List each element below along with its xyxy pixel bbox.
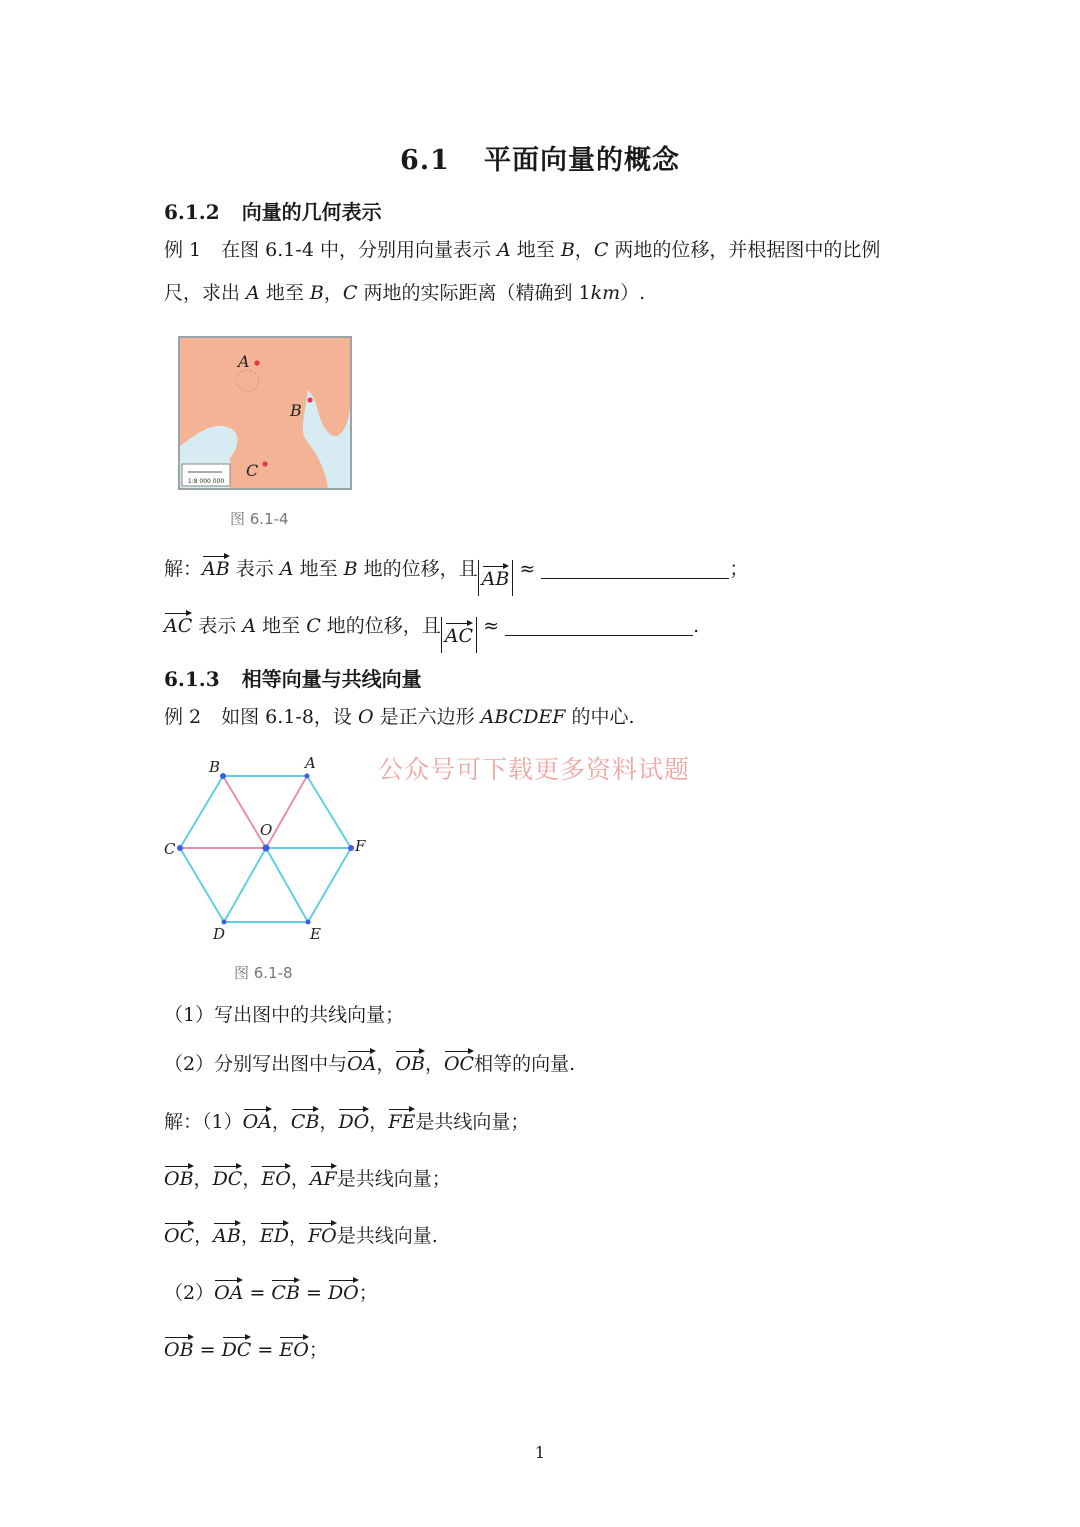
point-A: A [242,615,257,637]
text: 是共线向量. [336,1225,438,1247]
text: ， [194,1225,214,1247]
vector-OA: OA [243,1107,272,1132]
hexagon-name: ABCDEF [480,706,566,728]
equals-sign: = [249,1282,266,1304]
point-C: C [342,282,358,304]
example-2-line [164,703,635,731]
equals-sign: = [257,1339,274,1361]
example-1-line-1 [164,236,880,264]
point-B: B [309,282,324,304]
page-title [0,138,1080,177]
point-C: C [593,239,609,261]
question-2 [164,1049,575,1078]
text: 地的位移，且 [357,558,478,580]
label-E: E [310,925,321,943]
point-A: A [246,282,260,304]
vector-EO: EO [279,1335,308,1360]
text: 是共线向量； [336,1168,451,1190]
answer-1-line-2 [164,1164,451,1193]
text: ； [358,1282,378,1304]
vector-OB: OB [164,1164,194,1189]
point-C-marker [262,461,267,466]
label-F: F [355,837,366,855]
text: （2）分别写出图中与 [164,1053,348,1075]
map-scale-label: 1:8 000 000 [187,478,225,485]
figure-caption-6-1-4: 图 6.1-4 [230,510,289,528]
text: ， [242,1168,262,1190]
page-number: 1 [534,1443,546,1462]
answer-1-line-3 [164,1221,438,1250]
vector-AB: AB [202,554,230,579]
figure-caption-6-1-8: 图 6.1-8 [234,964,293,982]
text: 地的位移，且 [320,615,441,637]
section-title: 相等向量与共线向量 [241,667,422,691]
text: 两地的实际距离（精确到 1 [357,282,591,304]
hexagon-figure [160,752,372,948]
section-number: 6.1.2 [164,200,220,224]
example-label: 例 1 [164,239,202,261]
equals-sign: = [305,1282,322,1304]
title-text: 平面向量的概念 [483,145,680,176]
text: ， [376,1053,396,1075]
text: ， [323,282,343,304]
unit-km: km [590,282,621,304]
vector-AB: AB [213,1221,241,1246]
abs-AB [478,560,514,596]
example-label: 例 2 [164,706,202,728]
vector-AC: AC [445,621,473,646]
point-A: A [497,239,511,261]
text: ， [240,1225,260,1247]
abs-AC [441,617,477,653]
text: 尺，求出 [164,282,247,304]
title-number: 6.1 [400,145,450,176]
text: ， [319,1111,339,1133]
map-label-A: A [238,352,250,371]
text: ， [271,1111,291,1133]
point-O: O [357,706,374,728]
text: 表示 [229,558,280,580]
vector-EO: EO [261,1164,290,1189]
point-B: B [560,239,575,261]
answer-1-line-1 [164,1107,529,1136]
map-label-B: B [290,401,302,420]
text: ， [574,239,594,261]
text: 的中心. [565,706,635,728]
label-B: B [209,758,221,776]
vector-ED: ED [260,1221,289,1246]
question-1: （1）写出图中的共线向量； [164,1004,405,1026]
text: 在图 6.1-4 中，分别用向量表示 [221,239,497,261]
text: 地至 [259,282,310,304]
text: ， [369,1111,389,1133]
vector-AC: AC [164,611,192,636]
point-A: A [279,558,294,580]
vector-DO: DO [328,1278,359,1303]
text: ， [288,1225,308,1247]
label-C: C [164,840,176,858]
answer-2-line-1 [164,1278,378,1307]
point-A-marker [254,360,259,365]
text: 地至 [293,558,344,580]
answer-2-line-2 [164,1335,328,1364]
text: 两地的位移，并根据图中的比例 [608,239,881,261]
vector-OC: OC [164,1221,194,1246]
vector-OC: OC [444,1049,474,1074]
text: ， [193,1168,213,1190]
point-B-marker [307,397,312,402]
watermark: 公众号可下载更多资料试题 [378,755,691,784]
text: 是共线向量； [415,1111,530,1133]
vector-OA: OA [214,1278,243,1303]
vector-DO: DO [338,1107,369,1132]
map-figure [178,336,354,492]
label-D: D [213,925,226,943]
label-O: O [260,821,273,839]
vector-AB: AB [482,564,510,589]
solution-1-line-1 [164,554,748,596]
solution-label: 解： [164,558,203,580]
solution-1-line-2 [164,611,699,653]
point-C: C [306,615,321,637]
vector-CB: CB [271,1278,300,1303]
label-A: A [305,754,316,772]
vector-OB: OB [164,1335,194,1360]
approx-sign: ≈ [519,558,536,580]
answer-blank [505,615,693,636]
vector-DC: DC [222,1335,252,1360]
vector-CB: CB [291,1107,320,1132]
vector-OB: OB [395,1049,425,1074]
equals-sign: = [199,1339,216,1361]
vector-OA: OA [347,1049,376,1074]
text: ； [308,1339,328,1361]
text: . [693,615,700,637]
text: ， [290,1168,310,1190]
map-label-C: C [246,461,259,480]
highlighted-vectors [180,776,307,848]
text: ）. [620,282,646,304]
text: 地至 [510,239,561,261]
section-title: 向量的几何表示 [241,200,382,224]
approx-sign: ≈ [483,615,500,637]
answer-label: 解：（1） [164,1111,243,1133]
text: 相等的向量. [474,1053,576,1075]
text: 地至 [256,615,307,637]
text: ； [729,558,749,580]
answer-blank [541,558,729,579]
vector-AF: AF [310,1164,337,1189]
point-B: B [343,558,358,580]
answer-label: （2） [164,1282,215,1304]
section-heading-6-1-2 [164,196,382,225]
vector-FE: FE [388,1107,415,1132]
section-number: 6.1.3 [164,667,220,691]
vector-FO: FO [308,1221,337,1246]
vector-DC: DC [213,1164,243,1189]
text: 是正六边形 [373,706,481,728]
text: ， [424,1053,444,1075]
text: 如图 6.1-8，设 [221,706,358,728]
text: 表示 [192,615,243,637]
example-1-line-2 [164,279,645,307]
section-heading-6-1-3 [164,663,422,692]
